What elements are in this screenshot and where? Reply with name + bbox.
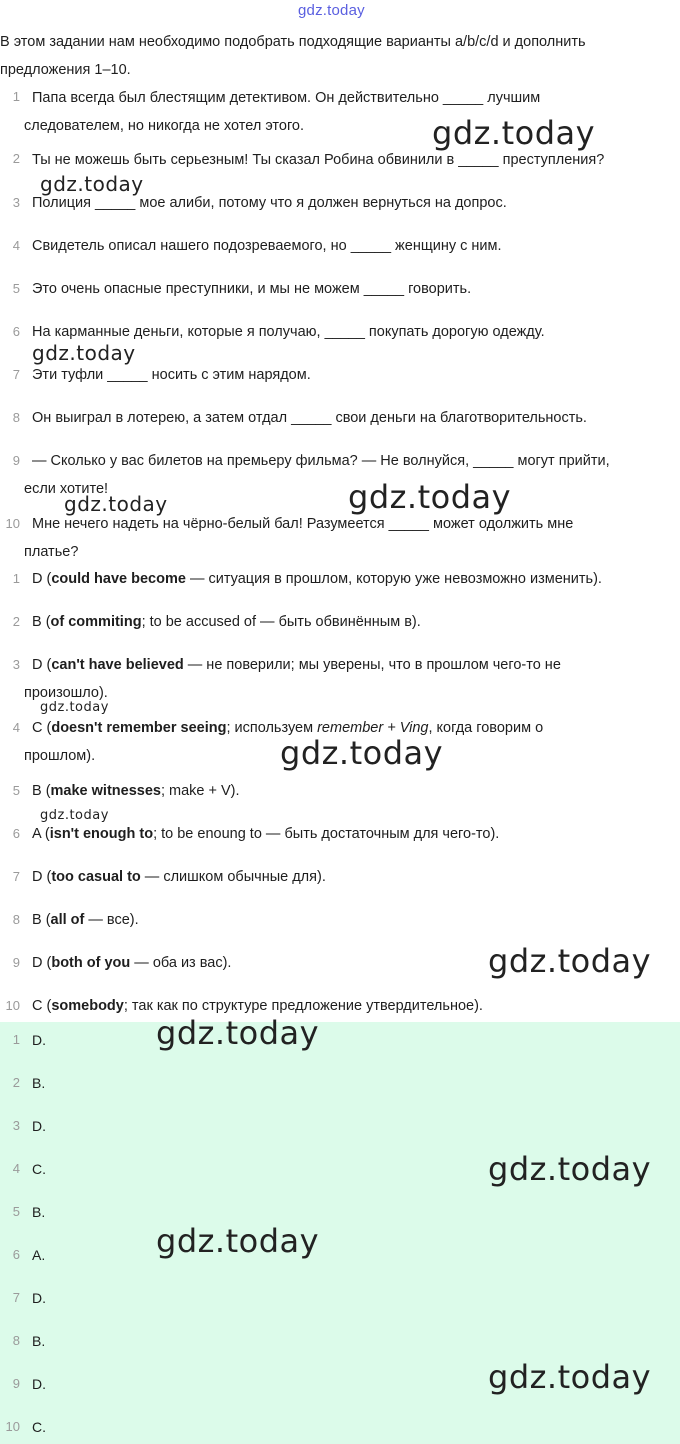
answer-number: 3 — [12, 657, 20, 672]
question-number: 2 — [12, 151, 20, 166]
short-answer-number: 1 — [12, 1032, 20, 1047]
question-item — [24, 275, 674, 303]
question-item — [24, 361, 674, 389]
answer-number: 8 — [12, 912, 20, 927]
answer-letter: D ( — [32, 657, 52, 673]
short-answer-letter: D. — [32, 1376, 46, 1392]
question-text: Он выиграл в лотерею, а затем отдал _____ свои деньги на благотворительность. — [32, 410, 587, 426]
answer-explanation-end: , когда говорим о — [428, 720, 544, 736]
watermark: gdz.today — [64, 492, 168, 516]
answer-explanation: — не поверили; мы уверены, что в прошлом чего-то не — [183, 657, 561, 673]
answer-key-phrase: somebody — [51, 998, 124, 1014]
short-answer-number: 6 — [12, 1247, 20, 1262]
short-answer-letter: D. — [32, 1032, 46, 1048]
answer-number: 2 — [12, 614, 20, 629]
watermark: gdz.today — [348, 478, 512, 516]
answer-number: 5 — [12, 783, 20, 798]
short-answer-number: 8 — [12, 1333, 20, 1348]
answer-explanation: — оба из вас). — [130, 955, 232, 971]
short-answer-number: 9 — [12, 1376, 20, 1391]
answer-text-cont: прошлом). — [24, 748, 96, 764]
answer-key-phrase: can't have believed — [51, 657, 184, 673]
answer-letter: C ( — [32, 720, 52, 736]
answer-key-phrase: of commiting — [50, 614, 142, 630]
answer-explanation: ; make + V). — [160, 783, 240, 799]
question-number: 1 — [12, 89, 20, 104]
watermark: gdz.today — [488, 1150, 652, 1188]
answer-text-cont: произошло). — [24, 685, 108, 701]
short-answer-letter: C. — [32, 1419, 46, 1435]
answer-number: 6 — [12, 826, 20, 841]
short-answer-letter: B. — [32, 1204, 46, 1220]
question-item — [24, 232, 674, 260]
question-text: Полиция _____ мое алиби, потому что я должен вернуться на допрос. — [32, 195, 507, 211]
answer-explanation: — ситуация в прошлом, которую уже невозможно изменить). — [185, 571, 602, 587]
task-intro: В этом задании нам необходимо подобрать подходящие варианты a/b/c/d и дополнить предложения 1–10. — [0, 34, 586, 78]
answer-formula: remember + Ving — [317, 720, 429, 736]
answer-item — [24, 906, 674, 934]
answer-number: 10 — [5, 998, 20, 1013]
answer-letter: B ( — [32, 783, 51, 799]
watermark: gdz.today — [32, 341, 136, 365]
answer-key-phrase: could have become — [51, 571, 186, 587]
answer-letter: D ( — [32, 955, 52, 971]
answer-item — [24, 992, 674, 1020]
answer-explanation: ; to be enoung to — быть достаточным для чего-то). — [153, 826, 500, 842]
answer-letter: C ( — [32, 998, 52, 1014]
short-answer-letter: A. — [32, 1247, 46, 1263]
question-number: 3 — [12, 195, 20, 210]
site-logo[interactable]: gdz.today — [298, 2, 365, 19]
question-item — [24, 510, 674, 566]
answer-letter: D ( — [32, 869, 52, 885]
answer-key-phrase: make witnesses — [50, 783, 161, 799]
short-answer-number: 7 — [12, 1290, 20, 1305]
answer-number: 9 — [12, 955, 20, 970]
question-text-cont: платье? — [24, 544, 79, 560]
answer-number: 7 — [12, 869, 20, 884]
question-text: Папа всегда был блестящим детективом. Он действительно _____ лучшим — [32, 90, 541, 106]
answer-number: 1 — [12, 571, 20, 586]
answer-explanation: ; так как по структуре предложение утвердительное). — [123, 998, 483, 1014]
watermark: gdz.today — [156, 1222, 320, 1260]
question-number: 6 — [12, 324, 20, 339]
answer-key-phrase: all of — [50, 912, 85, 928]
answer-explanation: — слишком обычные для). — [140, 869, 326, 885]
watermark: gdz.today — [432, 114, 596, 152]
question-number: 4 — [12, 238, 20, 253]
watermark: gdz.today — [488, 1358, 652, 1396]
question-text: Это очень опасные преступники, и мы не можем _____ говорить. — [32, 281, 472, 297]
answer-letter: D ( — [32, 571, 52, 587]
question-text: На карманные деньги, которые я получаю, _____ покупать дорогую одежду. — [32, 324, 545, 340]
question-number: 5 — [12, 281, 20, 296]
answer-number: 4 — [12, 720, 20, 735]
question-text: Свидетель описал нашего подозреваемого, но _____ женщину с ним. — [32, 238, 502, 254]
question-text: — Сколько у вас билетов на премьеру фильма? — Не волнуйся, _____ могут прийти, — [32, 453, 610, 469]
watermark: gdz.today — [40, 172, 144, 196]
question-number: 10 — [5, 516, 20, 531]
answer-item — [24, 820, 674, 848]
answer-item — [24, 651, 674, 707]
short-answer-letter: B. — [32, 1333, 46, 1349]
watermark: gdz.today — [40, 808, 109, 823]
question-text: Ты не можешь быть серьезным! Ты сказал Робина обвинили в _____ преступления? — [32, 152, 605, 168]
answer-explanation: — все). — [84, 912, 139, 928]
answer-explanation: ; to be accused of — быть обвинённым в). — [141, 614, 421, 630]
answer-key-phrase: too casual to — [51, 869, 141, 885]
question-text: Эти туфли _____ носить с этим нарядом. — [32, 367, 311, 383]
question-text: Мне нечего надеть на чёрно-белый бал! Разумеется _____ может одолжить мне — [32, 516, 574, 532]
answer-item — [24, 863, 674, 891]
watermark: gdz.today — [156, 1014, 320, 1052]
short-answer-number: 2 — [12, 1075, 20, 1090]
answer-letter: A ( — [32, 826, 50, 842]
answer-item — [24, 565, 674, 593]
answer-letter: B ( — [32, 912, 51, 928]
answer-explanation: ; используем — [226, 720, 318, 736]
question-number: 8 — [12, 410, 20, 425]
question-number: 7 — [12, 367, 20, 382]
short-answer-letter: D. — [32, 1290, 46, 1306]
short-answer-letter: D. — [32, 1118, 46, 1134]
answer-key-phrase: both of you — [51, 955, 131, 971]
short-answer-letter: C. — [32, 1161, 46, 1177]
watermark: gdz.today — [40, 700, 109, 715]
watermark: gdz.today — [280, 734, 444, 772]
answer-item — [24, 777, 674, 805]
question-text-cont: следователем, но никогда не хотел этого. — [24, 118, 305, 134]
short-answer-number: 3 — [12, 1118, 20, 1133]
short-answer-letter: B. — [32, 1075, 46, 1091]
watermark: gdz.today — [488, 942, 652, 980]
short-answer-number: 10 — [5, 1419, 20, 1434]
answer-item — [24, 608, 674, 636]
answer-key-phrase: doesn't remember seeing — [51, 720, 227, 736]
short-answer-number: 5 — [12, 1204, 20, 1219]
question-number: 9 — [12, 453, 20, 468]
question-text-cont: если хотите! — [24, 481, 109, 497]
answer-letter: B ( — [32, 614, 51, 630]
answer-key-phrase: isn't enough to — [49, 826, 154, 842]
question-item — [24, 404, 674, 432]
short-answer-number: 4 — [12, 1161, 20, 1176]
